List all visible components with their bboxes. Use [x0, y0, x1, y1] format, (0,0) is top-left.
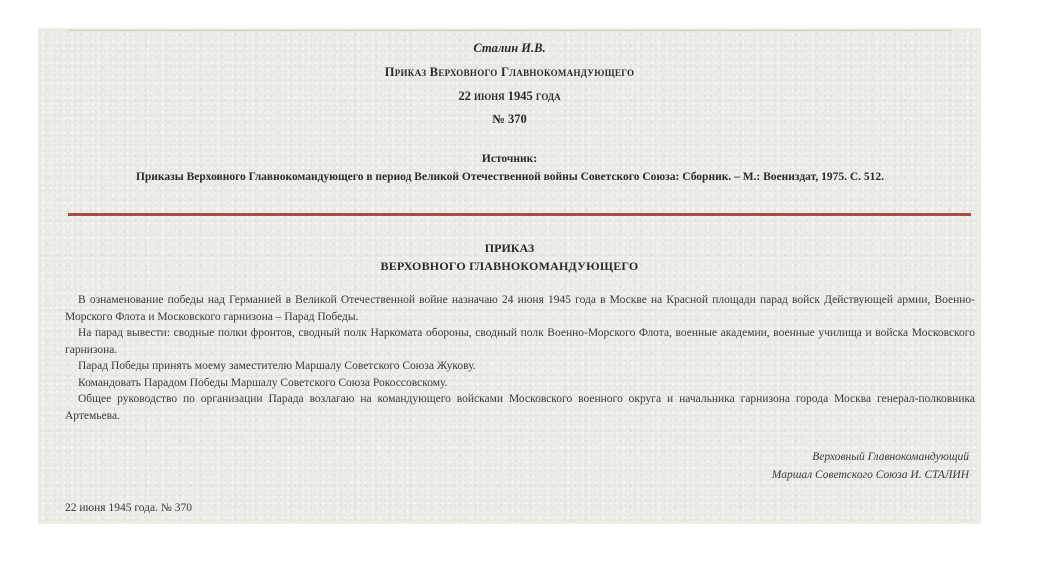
document-date: 22 июня 1945 года [458, 89, 561, 103]
footer-date: 22 июня 1945 года. № 370 [65, 502, 192, 514]
order-paragraph: На парад вывести: сводные полки фронтов, сводный полк Наркомата обороны, сводный полк Военно-Морского Флота, военные академии, военные училища и войска Московского гарнизона. [65, 327, 975, 356]
order-paragraph: В ознаменование победы над Германией в Великой Отечественной войне назначаю 24 июня 1945 года в Москве на Красной площади парад войск Действующей армии, Военно-Морского Флота и Московского гарнизона – Парад Победы. [65, 294, 975, 323]
order-paragraph: Командовать Парадом Победы Маршалу Советского Союза Рокоссовскому. [78, 376, 448, 389]
top-divider [68, 30, 951, 31]
document-title: Приказ Верховного Главнокомандующего [384, 65, 635, 79]
document-page [38, 28, 981, 524]
author-name: Сталин И.В. [473, 41, 546, 55]
signature-position: Верховный Главнокомандующий [812, 451, 969, 463]
order-subheading: ВЕРХОВНОГО ГЛАВНОКОМАНДУЮЩЕГО [380, 259, 639, 273]
order-heading: ПРИКАЗ [484, 241, 535, 255]
order-paragraph: Общее руководство по организации Парада возлагаю на командующего войсками Московского военного округа и начальника гарнизона города Москва генерал-полковника Артемьева. [65, 393, 975, 422]
order-paragraph: Парад Победы принять моему заместителю Маршалу Советского Союза Жукову. [78, 360, 476, 372]
document-number: № 370 [492, 112, 527, 126]
source-label: Источник: [481, 153, 538, 165]
order-body [65, 292, 975, 424]
red-divider [68, 213, 971, 216]
source-citation: Приказы Верховного Главнокомандующего в период Великой Отечественной войны Советского Союза: Сборник. – М.: Воениздат, 1975. С. 512. [135, 171, 885, 183]
signature-block [772, 448, 969, 484]
signature-name: Маршал Советского Союза И. СТАЛИН [771, 469, 969, 481]
